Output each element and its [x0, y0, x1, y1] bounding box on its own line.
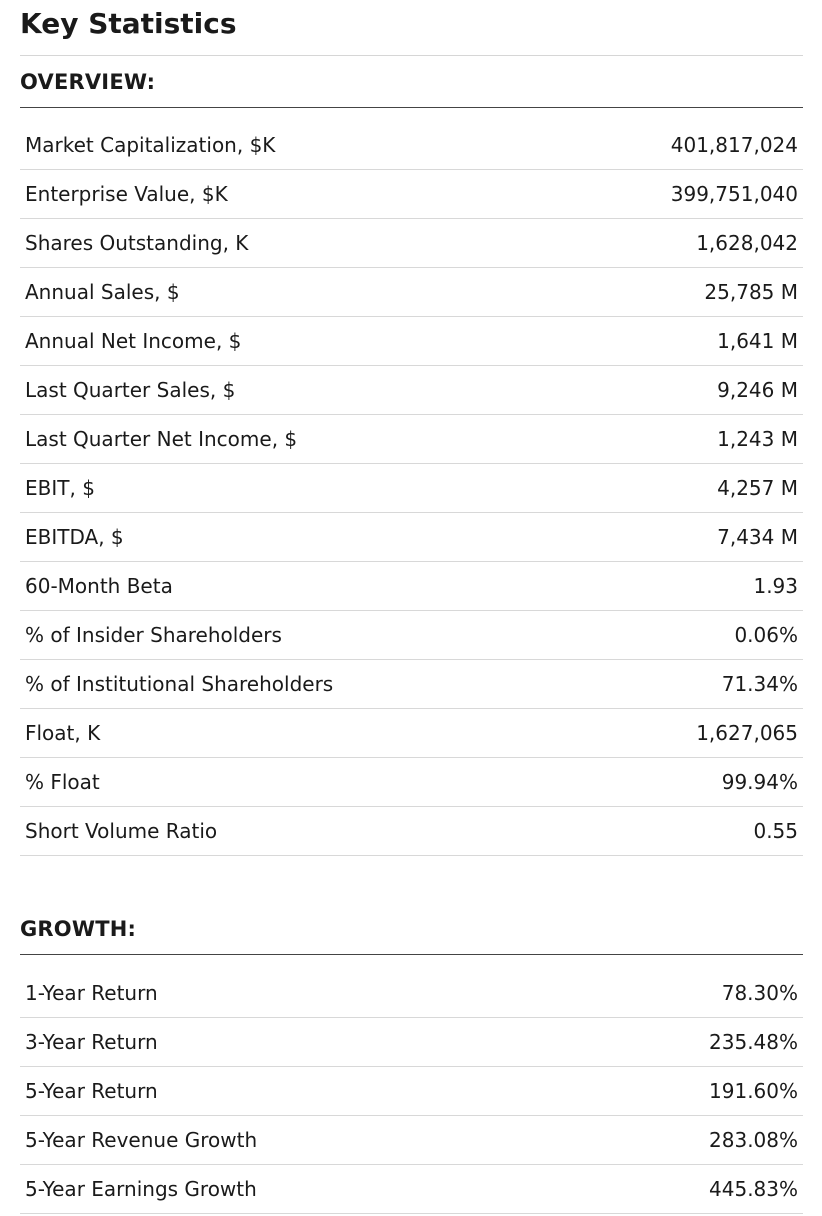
- stat-value: 1,627,065: [490, 709, 803, 758]
- stat-label: 5-Year Return: [20, 1067, 490, 1116]
- stat-label: 1-Year Return: [20, 969, 490, 1018]
- stat-label: Annual Sales, $: [20, 268, 490, 317]
- table-row: [20, 611, 803, 660]
- stat-label: Market Capitalization, $K: [20, 121, 490, 170]
- table-row: [20, 807, 803, 856]
- stat-label: 3-Year Return: [20, 1018, 490, 1067]
- stat-value: 4,257 M: [490, 464, 803, 513]
- table-row: [20, 513, 803, 562]
- table-row: [20, 464, 803, 513]
- stat-value: 7,434 M: [490, 513, 803, 562]
- table-row: [20, 268, 803, 317]
- stat-label: Short Volume Ratio: [20, 807, 490, 856]
- stat-label: 5-Year Revenue Growth: [20, 1116, 490, 1165]
- stat-label: 5-Year Earnings Growth: [20, 1165, 490, 1214]
- table-row: [20, 366, 803, 415]
- table-row: [20, 969, 803, 1018]
- table-row: [20, 562, 803, 611]
- stat-label: Shares Outstanding, K: [20, 219, 490, 268]
- stat-value: 0.06%: [490, 611, 803, 660]
- stat-value: 1,628,042: [490, 219, 803, 268]
- overview-heading: OVERVIEW:: [20, 70, 156, 94]
- table-row: [20, 170, 803, 219]
- stat-label: EBIT, $: [20, 464, 490, 513]
- stat-label: % Float: [20, 758, 490, 807]
- stat-value: 283.08%: [490, 1116, 803, 1165]
- overview-divider: [20, 107, 803, 108]
- stat-label: % of Insider Shareholders: [20, 611, 490, 660]
- stat-value: 401,817,024: [490, 121, 803, 170]
- stat-value: 25,785 M: [490, 268, 803, 317]
- stat-value: 71.34%: [490, 660, 803, 709]
- stat-label: Annual Net Income, $: [20, 317, 490, 366]
- stat-value: 1.93: [490, 562, 803, 611]
- stat-value: 399,751,040: [490, 170, 803, 219]
- overview-table: [20, 121, 803, 856]
- stat-value: 445.83%: [490, 1165, 803, 1214]
- stat-value: 1,243 M: [490, 415, 803, 464]
- stat-label: 60-Month Beta: [20, 562, 490, 611]
- table-row: [20, 121, 803, 170]
- stat-label: EBITDA, $: [20, 513, 490, 562]
- table-row: [20, 1116, 803, 1165]
- stat-value: 9,246 M: [490, 366, 803, 415]
- stat-value: 191.60%: [490, 1067, 803, 1116]
- table-row: [20, 1165, 803, 1214]
- growth-table: [20, 969, 803, 1214]
- table-row: [20, 219, 803, 268]
- stat-value: 0.55: [490, 807, 803, 856]
- table-row: [20, 415, 803, 464]
- stat-label: Last Quarter Sales, $: [20, 366, 490, 415]
- table-row: [20, 1018, 803, 1067]
- stat-label: Last Quarter Net Income, $: [20, 415, 490, 464]
- table-row: [20, 317, 803, 366]
- stat-value: 78.30%: [490, 969, 803, 1018]
- title-divider: [20, 55, 803, 56]
- stat-label: % of Institutional Shareholders: [20, 660, 490, 709]
- stat-value: 235.48%: [490, 1018, 803, 1067]
- growth-divider: [20, 954, 803, 955]
- stat-value: 1,641 M: [490, 317, 803, 366]
- table-row: [20, 660, 803, 709]
- table-row: [20, 709, 803, 758]
- stat-label: Float, K: [20, 709, 490, 758]
- page-title: Key Statistics: [20, 7, 237, 40]
- table-row: [20, 758, 803, 807]
- table-row: [20, 1067, 803, 1116]
- stat-label: Enterprise Value, $K: [20, 170, 490, 219]
- stat-value: 99.94%: [490, 758, 803, 807]
- growth-heading: GROWTH:: [20, 917, 137, 941]
